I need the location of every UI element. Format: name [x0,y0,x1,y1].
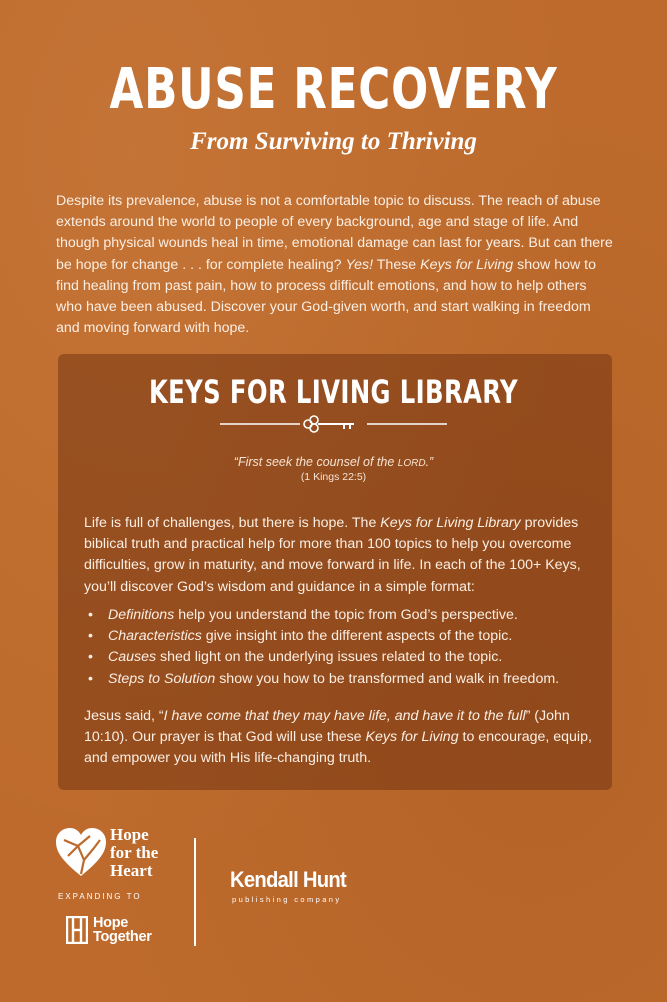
hope-together-logo [93,916,152,944]
intro-yes: Yes! [345,256,374,273]
list-term: Steps to Solution [108,670,216,687]
list-item [88,647,608,668]
list-item [88,669,608,690]
hope-together-icon [66,916,88,944]
logo-text: Hope [93,915,129,931]
paragraph-text: ” (John 10:10). Our prayer is that God will use these [84,708,570,746]
logo-text: Together [93,929,152,945]
key-icon [220,412,447,436]
paragraph-emphasis: I have come that they may have life, and have it to the full [163,708,526,724]
hope-for-the-heart-logo [110,826,158,880]
list-text: help you understand the topic from God’s perspective. [174,607,518,623]
expanding-label: EXPANDING TO [58,892,142,901]
paragraph-text: Life is full of challenges, but there is hope. The [84,515,381,531]
intro-text: show how to find healing from past pain, how to process difficult emotions, and how to help others who have been abused. Discover your God-given worth, and start walking in freedom and moving forward with hope. [56,256,597,337]
library-paragraph [84,513,604,598]
quote-lord: LORD [397,458,426,469]
logo-text: for the [110,843,159,862]
paragraph-text: provides biblical truth and practical help for more than 100 topics to help you overcome difficulties, grow in maturity, and move forward in life. In each of the 100+ Keys, you’ll discover God’s wisdom and guidance in a simple format: [84,515,581,595]
list-term: Definitions [108,607,175,623]
logo-text: Hope [110,825,149,844]
paragraph-text: to encourage, equip, and empower you with His life-changing truth. [84,729,592,767]
kendall-hunt-logo: Kendall Hunt [230,867,346,892]
intro-keys: Keys for Living [420,256,514,273]
quote-text: .” [425,455,434,469]
list-term: Characteristics [108,628,202,645]
page-subtitle: From Surviving to Thriving [190,128,477,155]
list-text: give insight into the different aspects of the topic. [201,628,513,645]
kendall-hunt-tagline: publishing company [232,895,342,904]
scripture-quote [0,455,667,469]
quote-text: “First seek the counsel of the [233,455,398,469]
list-text: show you how to be transformed and walk in freedom. [215,670,560,687]
library-title: KEYS FOR LIVING LIBRARY [148,373,519,411]
intro-text: These [373,256,421,273]
paragraph-emphasis: Keys for Living Library [380,515,521,531]
list-item [88,626,608,647]
format-list [88,605,608,690]
list-item [88,605,608,626]
paragraph-emphasis: Keys for Living [365,729,459,746]
closing-paragraph [84,706,612,770]
scripture-reference: (1 Kings 22:5) [300,471,367,483]
heart-logo-icon [54,826,108,878]
intro-paragraph [56,191,616,339]
paragraph-text: Jesus said, “ [84,708,164,724]
logo-divider [194,838,196,946]
list-text: shed light on the underlying issues related to the topic. [156,649,503,666]
page-title: ABUSE RECOVERY [109,57,558,122]
list-term: Causes [108,649,157,666]
logo-text: Heart [110,861,153,880]
intro-text: Despite its prevalence, abuse is not a comfortable topic to discuss. The reach of abuse extends around the world to people of every background, age and stage of life. And though physical wounds heal in time, emotional damage can last for years. But can there be hope for change . . . for complete healing? [56,193,613,273]
